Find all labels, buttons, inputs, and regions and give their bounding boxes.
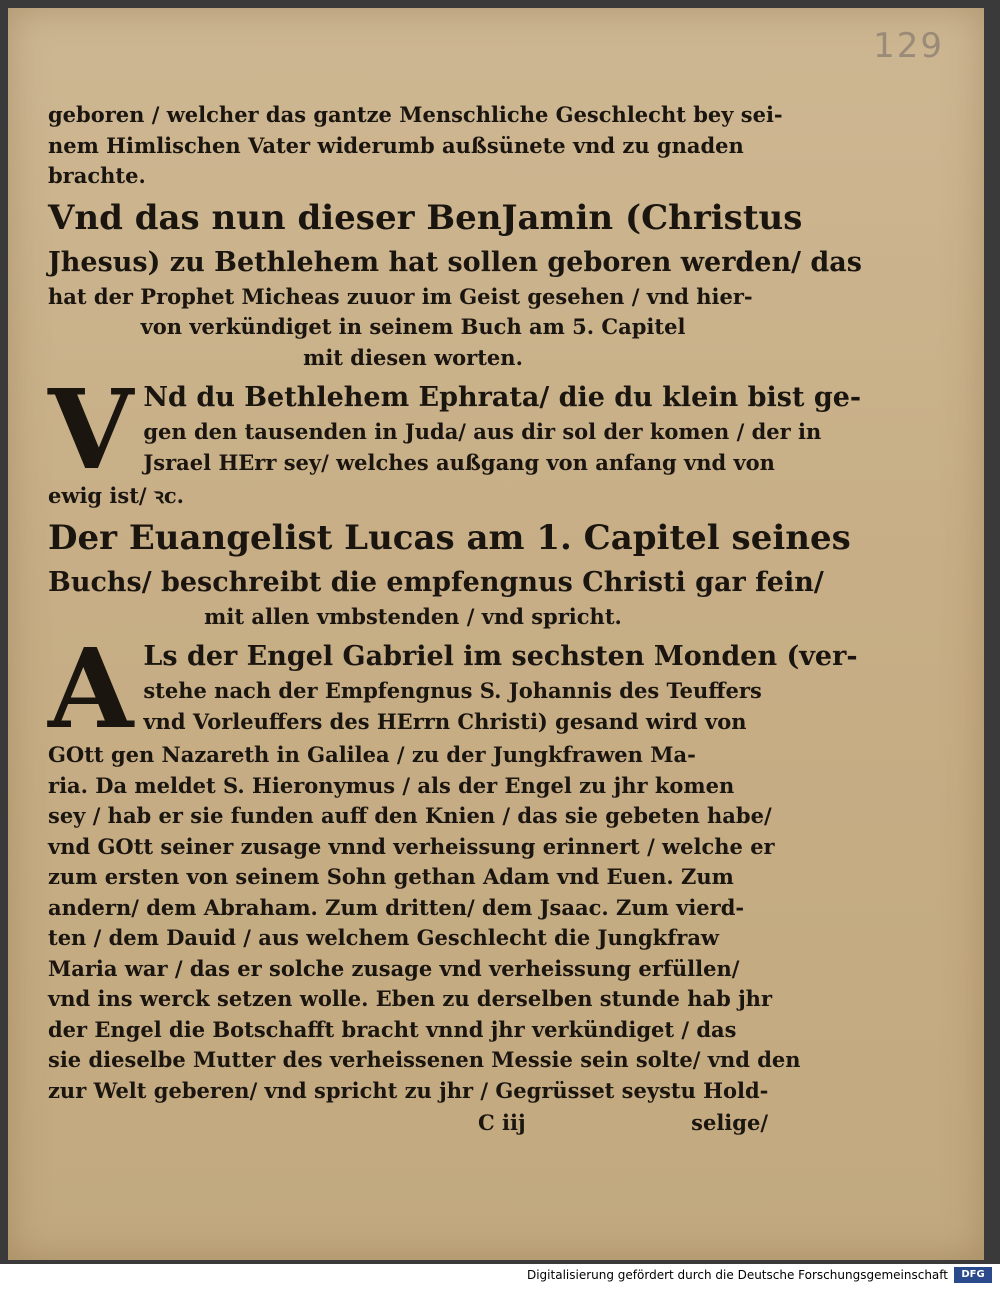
book-page xyxy=(8,8,984,1260)
heading-line: Vnd das nun dieser BenJamin (Christus xyxy=(48,197,803,238)
body-line: sie dieselbe Mutter des verheissenen Messie sein solte/ vnd den xyxy=(48,1047,801,1072)
page-text xyxy=(48,100,862,1140)
footer-bar xyxy=(0,1264,1000,1290)
quote-line: Jsrael HErr sey/ welches außgang von anfang vnd von xyxy=(143,449,775,475)
body-line: stehe nach der Empfengnus S. Johannis des Teuffers xyxy=(143,678,762,703)
body-line: der Engel die Botschafft bracht vnnd jhr verkündiget / das xyxy=(48,1016,737,1042)
body-line: andern/ dem Abraham. Zum dritten/ dem Jsaac. Zum vierd- xyxy=(48,894,745,920)
body-line: mit allen vmbstenden / vnd spricht. xyxy=(204,603,622,629)
body-line: nem Himlischen Vater widerumb außsünete vnd zu gnaden xyxy=(48,132,744,158)
quote-line: ewig ist/ ꝛc. xyxy=(48,483,184,508)
body-line: brachte. xyxy=(48,163,146,188)
body-line: Maria war / das er solche zusage vnd verheissung erfüllen/ xyxy=(48,955,740,981)
body-line: zum ersten von seinem Sohn gethan Adam vnd Euen. Zum xyxy=(48,864,734,889)
heading-line: Buchs/ beschreibt die empfengnus Christi gar fein/ xyxy=(48,566,824,598)
body-line: hat der Prophet Micheas zuuor im Geist gesehen / vnd hier- xyxy=(48,283,753,309)
paragraph-block xyxy=(48,624,858,753)
body-line: sey / hab er sie funden auff den Knien / das sie gebeten habe/ xyxy=(48,803,772,828)
funding-note: Digitalisierung gefördert durch die Deutsche Forschungsgemeinschaft xyxy=(526,1268,948,1282)
quote-line: gen den tausenden in Juda/ aus dir sol der komen / der in xyxy=(143,419,822,444)
body-line: geboren / welcher das gantze Menschliche Geschlecht bey sei- xyxy=(48,102,783,127)
drop-cap: V xyxy=(48,365,134,494)
body-line: vnd ins werck setzen wolle. Eben zu derselben stunde hab jhr xyxy=(48,986,773,1011)
heading-line: Jhesus) zu Bethlehem hat sollen geboren werden/ das xyxy=(48,246,862,278)
body-line: von verkündiget in seinem Buch am 5. Capitel xyxy=(140,314,686,339)
body-line: vnd Vorleuffers des HErrn Christi) gesand wird von xyxy=(143,708,747,734)
dfg-logo: DFG xyxy=(954,1267,992,1283)
folio-number: 129 xyxy=(873,26,944,66)
page-foot xyxy=(48,1106,778,1140)
quote-block xyxy=(48,365,862,494)
heading-line: Der Euangelist Lucas am 1. Capitel seines xyxy=(48,517,851,558)
quote-line: Nd du Bethlehem Ephrata/ die du klein bist ge- xyxy=(143,382,862,413)
catchword: selige/ xyxy=(691,1110,768,1135)
body-line: Ls der Engel Gabriel im sechsten Monden (ver- xyxy=(143,641,858,672)
body-line: zur Welt geberen/ vnd spricht zu jhr / Gegrüsset seystu Hold- xyxy=(48,1077,769,1103)
body-line: GOtt gen Nazareth in Galilea / zu der Jungkfrawen Ma- xyxy=(48,742,696,767)
signature-mark: C iij xyxy=(478,1110,526,1135)
body-line: vnd GOtt seiner zusage vnnd verheissung erinnert / welche er xyxy=(48,833,775,859)
body-line: mit diesen worten. xyxy=(303,344,523,370)
body-line: ten / dem Dauid / aus welchem Geschlecht die Jungkfraw xyxy=(48,925,720,950)
body-line: ria. Da meldet S. Hieronymus / als der Engel zu jhr komen xyxy=(48,772,735,798)
drop-cap: A xyxy=(48,624,134,753)
